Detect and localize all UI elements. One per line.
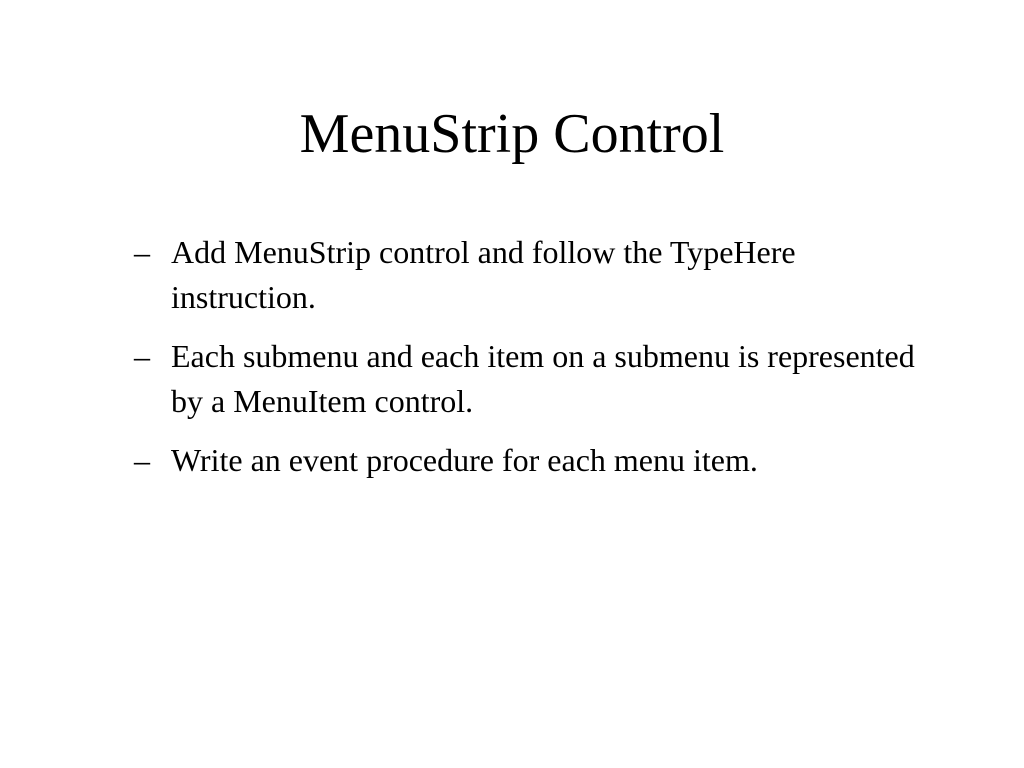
bullet-dash: – — [134, 338, 150, 374]
bullet-text: Each submenu and each item on a submenu is represented by a MenuItem control. — [171, 338, 915, 419]
bullet-dash: – — [134, 442, 150, 478]
bullet-item — [134, 334, 924, 424]
slide-title: MenuStrip Control — [299, 103, 725, 165]
bullet-text: Add MenuStrip control and follow the TypeHere instruction. — [171, 234, 796, 315]
bullet-text: Write an event procedure for each menu item. — [171, 442, 758, 478]
bullet-dash: – — [134, 234, 150, 270]
bullet-item — [134, 438, 924, 483]
bullet-item — [134, 230, 924, 320]
bullet-list — [134, 230, 924, 497]
